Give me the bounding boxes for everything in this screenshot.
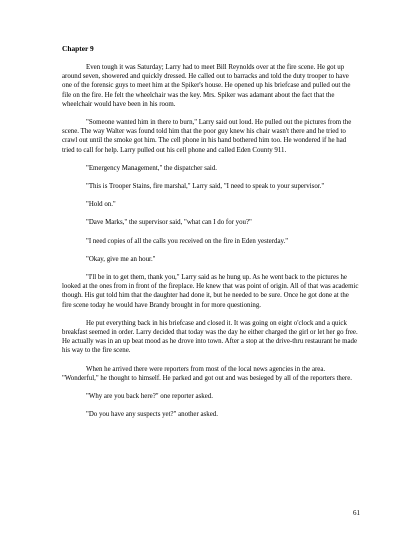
paragraph-3: "Emergency Management," the dispatcher said.: [86, 164, 218, 172]
paragraph-5: "Hold on.": [86, 201, 116, 209]
paragraph-2: "Someone wanted him in there to burn," Larry said out loud. He pulled out the pictures from the scene. The way Walter was found told him that the poor guy knew his chair wasn't there and he tried to crawl out until the smoke got him. The cell phone in his hand bothered him too. He wondered if he had tried to call for help. Larry pulled out his cell phone and called Eden County 911.: [62, 119, 352, 154]
paragraph-7: "I need copies of all the calls you received on the fire in Eden yesterday.": [86, 237, 289, 245]
paragraph-12: "Why are you back here?" one reporter asked.: [86, 393, 213, 401]
chapter-heading: Chapter 9: [62, 44, 94, 53]
page-number: 61: [353, 509, 360, 517]
paragraph-9: "I'll be in to get them, thank you," Larry said as he hung up. As he went back to the pictures he looked at the ones from in front of the fireplace. He knew that was point of origin. All of that was academic though. His gut told him that the daughter had done it, but he needed to be sure. Once he got done at the fire scene today he would have Brandy brought in for more questioning.: [62, 274, 359, 309]
paragraph-8: "Okay, give me an hour.": [86, 255, 156, 263]
paragraph-11: When he arrived there were reporters from most of the local news agencies in the area. "Wonderful," he thought to himself. He parked and got out and was besieged by all of the reporters there.: [62, 365, 352, 382]
paragraph-13: "Do you have any suspects yet?" another asked.: [86, 411, 218, 419]
paragraph-10: He put everything back in his briefcase and closed it. It was going on eight o'clock and a quick breakfast seemed in order. Larry decided that today was the day he either charged the girl or let her go free. He actually was in an up beat mood as he drove into town. After a stop at the drive-thru restaurant he made his way to the fire scene.: [62, 319, 358, 355]
paragraph-1: Even tough it was Saturday; Larry had to meet Bill Reynolds over at the fire scene. He got up around seven, showered and quickly dressed. He called out to barracks and told the duty trooper to have one of the forensic guys to meet him at the Spiker's house. He opened up his briefcase and pulled out the file on the fire. He felt the wheelchair was the key. Mrs. Spiker was adamant about the fact that the wheelchair would have been in his room.: [62, 64, 351, 108]
paragraph-4: "This is Trooper Stains, fire marshal," Larry said, "I need to speak to your supervisor.": [86, 183, 325, 191]
paragraph-6: "Dave Marks," the supervisor said, "what can I do for you?": [86, 219, 252, 227]
